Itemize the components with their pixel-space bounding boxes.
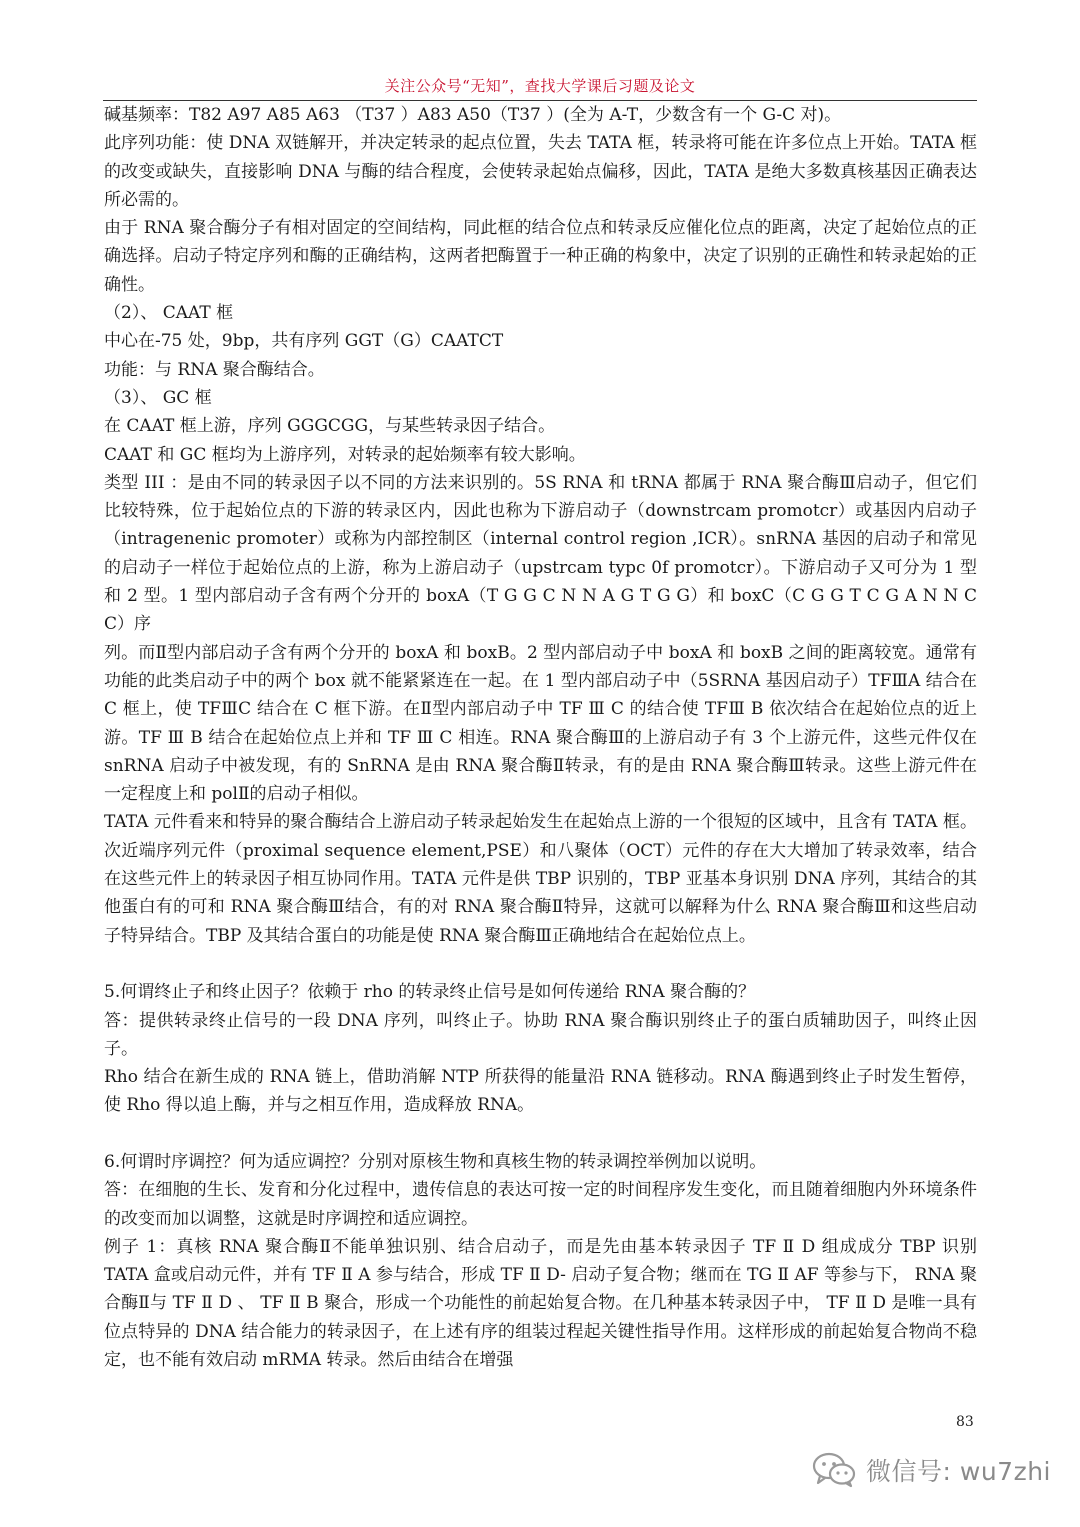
paragraph-tata-function: 此序列功能：使 DNA 双链解开，并决定转录的起点位置，失去 TATA 框，转录将可能在许多位点上开始。TATA 框的改变或缺失，直接影响 DNA 与酶的结合程度，会使转录起始点偏移，因此，TATA 是绝大多数真核基因正确表达所必需的。 bbox=[104, 133, 977, 210]
paragraph-spacer bbox=[104, 950, 977, 978]
paragraph-internal-promoters: 列。而Ⅱ型内部启动子含有两个分开的 boxA 和 boxB。2 型内部启动子中 boxA 和 boxB 之间的距离较宽。通常有功能的此类启动子中的两个 box 就不能紧紧连在一起。在 1 型内部启动子中（5SRNA 基因启动子）TFⅢA 结合在 C 框上，使 TFⅢC 结合在 C 框下游。在Ⅱ型内部启动子中 TF Ⅲ C 的结合使 TFⅢ B 依次结合在起始位点的近上游。TF Ⅲ B 结合在起始位点上并和 TF Ⅲ C 相连。RNA 聚合酶Ⅲ的上游启动子有 3 个上游元件，这些元件仅在 snRNA 启动子中被发现，有的 SnRNA 是由 RNA 聚合酶Ⅱ转录，有的是由 RNA 聚合酶Ⅲ转录。这些上游元件在一定程度上和 polⅡ的启动子相似。 bbox=[104, 642, 977, 805]
document-body bbox=[104, 101, 977, 1374]
paragraph-polymerase-structure: 由于 RNA 聚合酶分子有相对固定的空间结构，同此框的结合位点和转录反应催化位点的距离，决定了起始位点的正确选择。启动子特定序列和酶的正确结构，这两者把酶置于一种正确的构象中，决定了识别的正确性和转录起始的正确性。 bbox=[104, 218, 977, 295]
wechat-watermark bbox=[812, 1448, 1051, 1492]
watermark-text: 微信号: wu7zhi bbox=[866, 1457, 1051, 1486]
answer-6-example-1: 例子 1：真核 RNA 聚合酶Ⅱ不能单独识别、结合启动子，而是先由基本转录因子 TF Ⅱ D 组成成分 TBP 识别 TATA 盒或启动元件，并有 TF Ⅱ A 参与结合，形成 TF Ⅱ D- 启动子复合物；继而在 TG Ⅱ AF 等参与下， RNA 聚合酶Ⅱ与 TF Ⅱ D 、 TF Ⅱ B 聚合，形成一个功能性的前起始复合物。在几种基本转录因子中， TF Ⅱ D 是唯一具有位点特异的 DNA 结合能力的转录因子，在上述有序的组装过程起关键性指导作用。这样形成的前起始复合物尚不稳定，也不能有效启动 mRMA 转录。然后由结合在增强 bbox=[104, 1236, 977, 1371]
heading-caat-box: （2）、 CAAT 框 bbox=[104, 303, 234, 324]
paragraph-type-iii: 类型 III ：是由不同的转录因子以不同的方法来识别的。5S RNA 和 tRNA 都属于 RNA 聚合酶Ⅲ启动子，但它们比较特殊，位于起始位点的下游的转录区内，因此也称为下游启动子（downstrcam promotcr）或基因内启动子（intragenenic promoter）或称为内部控制区（internal control region ,ICR）。snRNA 基因的启动子和常见的启动子一样位于起始位点的上游，称为上游启动子（upstrcam typc 0f promotcr）。下游启动子又可分为 1 型和 2 型。1 型内部启动子含有两个分开的 boxA（T G G C N N A G T G G）和 boxC（C G G T C G A N N C C）序 bbox=[104, 472, 977, 635]
answer-6-intro: 答：在细胞的生长、发育和分化过程中，遗传信息的表达可按一定的时间程序发生变化，而且随着细胞内外环境条件的改变而加以调整，这就是时序调控和适应调控。 bbox=[104, 1180, 977, 1229]
paragraph-caat-center: 中心在-75 处，9bp，共有序列 GGT（G）CAATCT bbox=[104, 331, 504, 352]
wechat-icon bbox=[812, 1452, 856, 1488]
question-6: 6.何谓时序调控？何为适应调控？分别对原核生物和真核生物的转录调控举例加以说明。 bbox=[104, 1151, 767, 1172]
paragraph-base-frequency: 碱基频率：T82 A97 A85 A63 （T37 ）A83 A50（T37 ）(全为 A-T，少数含有一个 G-C 对)。 bbox=[104, 105, 842, 125]
paragraph-upstream-sequences: CAAT 和 GC 框均为上游序列，对转录的起始频率有较大影响。 bbox=[104, 444, 586, 465]
question-5: 5.何谓终止子和终止因子？依赖于 rho 的转录终止信号是如何传递给 RNA 聚合酶的？ bbox=[104, 982, 756, 1003]
paragraph-gc-box: 在 CAAT 框上游，序列 GGGCGG，与某些转录因子结合。 bbox=[104, 416, 556, 437]
answer-5-terminator: 答：提供转录终止信号的一段 DNA 序列，叫终止子。协助 RNA 聚合酶识别终止子的蛋白质辅助因子，叫终止因子。 bbox=[104, 1010, 977, 1059]
paragraph-caat-function: 功能：与 RNA 聚合酶结合。 bbox=[104, 359, 325, 380]
paragraph-tata-element: TATA 元件看来和特异的聚合酶结合上游启动子转录起始发生在起始点上游的一个很短的区域中，且含有 TATA 框。次近端序列元件（proximal sequence element,PSE）和八聚体（OCT）元件的存在大大增加了转录效率，结合在这些元件上的转录因子相互协同作用。TATA 元件是供 TBP 识别的，TBP 亚基本身识别 DNA 序列，其结合的其他蛋白有的可和 RNA 聚合酶Ⅲ结合，有的对 RNA 聚合酶Ⅱ特异，这就可以解释为什么 RNA 聚合酶Ⅲ和这些启动子特异结合。TBP 及其结合蛋白的功能是使 RNA 聚合酶Ⅲ正确地结合在起始位点上。 bbox=[104, 812, 977, 946]
page-number: 83 bbox=[956, 1414, 974, 1430]
page-header-title: 关注公众号“无知”，查找大学课后习题及论文 bbox=[384, 77, 696, 95]
answer-5-rho: Rho 结合在新生成的 RNA 链上，借助消解 NTP 所获得的能量沿 RNA 链移动。RNA 酶遇到终止子时发生暂停，使 Rho 得以追上酶，并与之相互作用，造成释放 RNA。 bbox=[104, 1067, 977, 1116]
heading-gc-box: （3）、 GC 框 bbox=[104, 387, 212, 408]
paragraph-spacer bbox=[104, 1120, 977, 1148]
